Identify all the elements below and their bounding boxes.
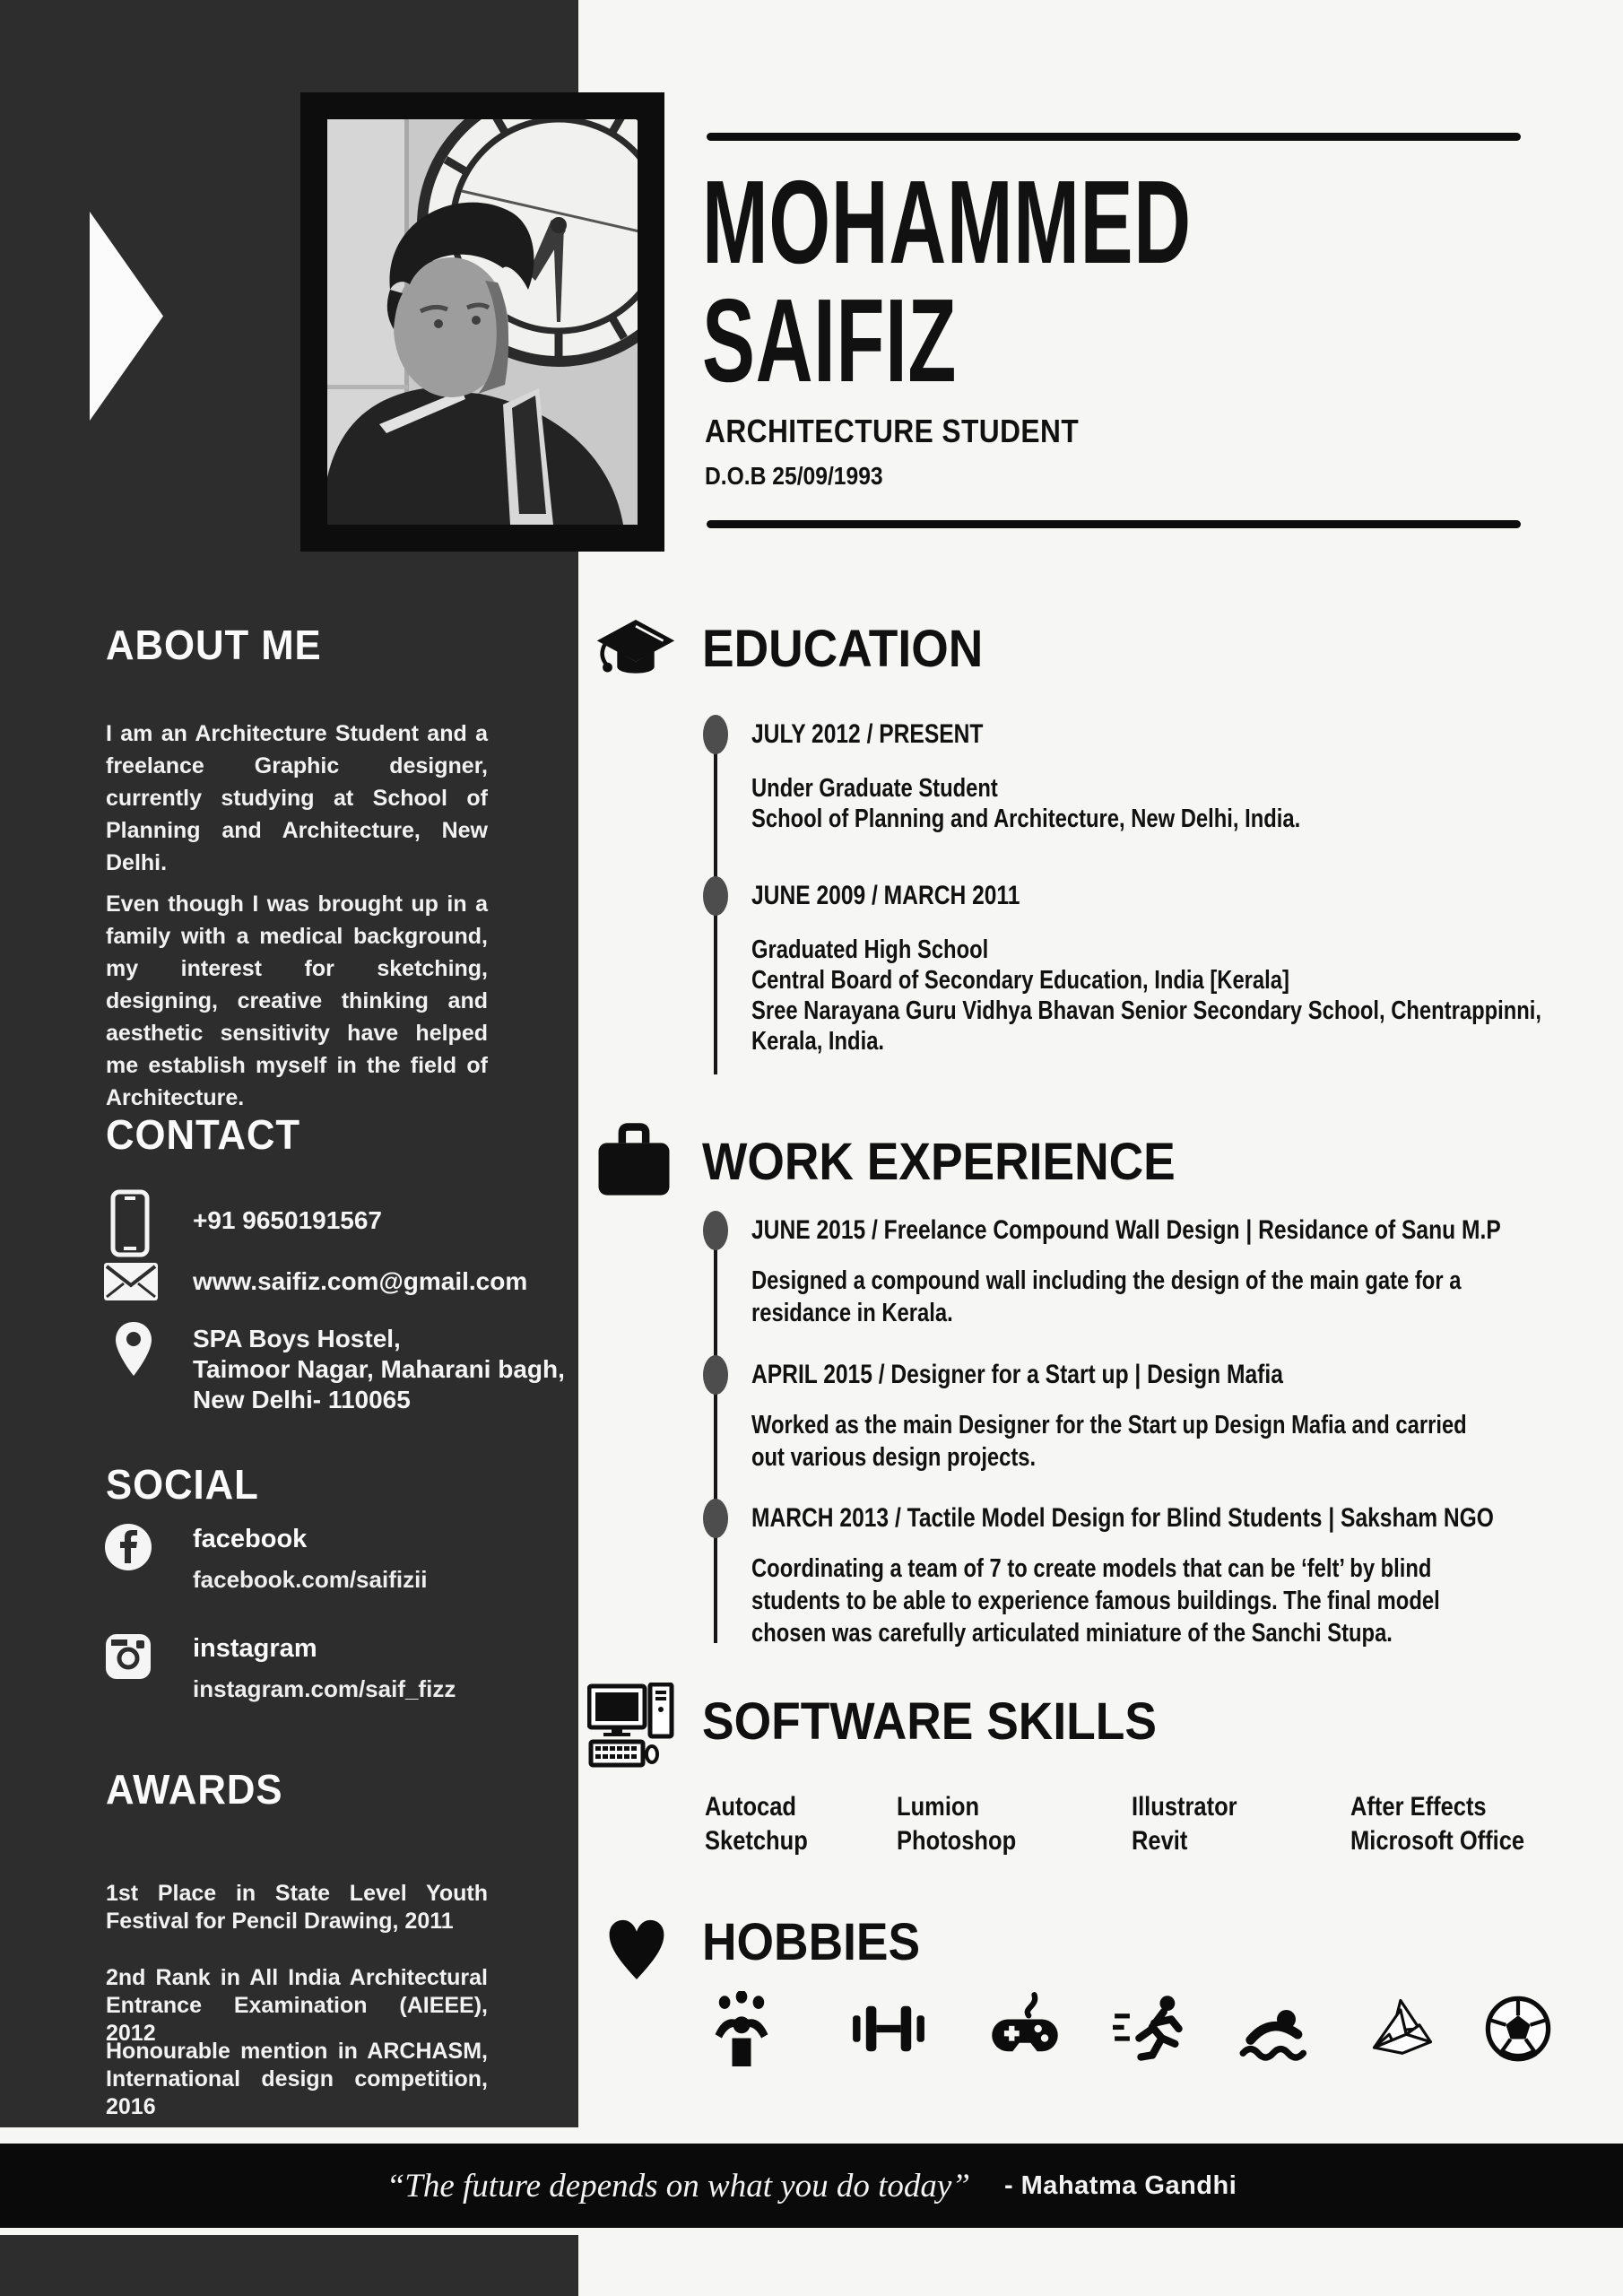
work-entry-date: MARCH 2013 / Tactile Model Design for Blind Students | Saksham NGO xyxy=(751,1503,1494,1533)
education-entry-date: JUNE 2009 / MARCH 2011 xyxy=(751,881,1020,910)
address-line: Taimoor Nagar, Maharani bagh, xyxy=(193,1355,565,1383)
awards-heading: AWARDS xyxy=(106,1766,283,1813)
instagram-label[interactable]: instagram xyxy=(193,1634,317,1663)
social-heading: SOCIAL xyxy=(106,1461,259,1508)
weightlifting-icon xyxy=(851,1991,926,2066)
skills-heading: SOFTWARE SKILLS xyxy=(702,1692,1157,1751)
skill-item: After Effects xyxy=(1350,1792,1487,1822)
education-line: School of Planning and Architecture, New Delhi, India. xyxy=(751,804,1301,833)
footer-quote-bar xyxy=(0,2144,1623,2228)
education-line: Under Graduate Student xyxy=(751,774,998,803)
education-entry-detail xyxy=(751,935,1623,1057)
award-item: 1st Place in State Level Youth Festival for Pencil Drawing, 2011 xyxy=(106,1881,488,1934)
swimming-icon xyxy=(1239,1991,1315,2066)
facebook-handle[interactable]: facebook.com/saifizii xyxy=(193,1566,428,1593)
about-paragraph-2: Even though I was brought up in a family with a medical background, my interest for sketching, designing, creative thinking and aesthetic sensitivity have helped me establish myself in the field of Architecture. xyxy=(106,891,488,1110)
education-entry-detail xyxy=(751,773,1421,834)
timeline-dot xyxy=(703,876,728,916)
hobbies-heading: HOBBIES xyxy=(702,1913,921,1971)
facebook-icon[interactable] xyxy=(104,1523,152,1576)
timeline-dot xyxy=(703,715,728,754)
about-paragraph-1: I am an Architecture Student and a freelance Graphic designer, currently studying at School of Planning and Architecture, New Delhi. xyxy=(106,721,488,875)
header-rule-bottom xyxy=(707,520,1521,528)
briefcase-icon xyxy=(592,1119,676,1208)
work-entry-date: JUNE 2015 / Freelance Compound Wall Design | Residance of Sanu M.P xyxy=(751,1215,1501,1245)
skill-item: Photoshop xyxy=(897,1826,1017,1856)
instagram-icon[interactable] xyxy=(104,1632,152,1685)
footer-quote-author: - Mahatma Gandhi xyxy=(1003,2170,1237,2200)
running-icon xyxy=(1113,1991,1188,2066)
role-subtitle: ARCHITECTURE STUDENT xyxy=(705,413,1080,449)
juggling-icon xyxy=(704,1991,779,2066)
location-icon xyxy=(113,1320,154,1384)
education-heading: EDUCATION xyxy=(702,620,984,678)
skill-item: Revit xyxy=(1132,1826,1188,1856)
football-icon xyxy=(1480,1991,1556,2066)
skill-item: Autocad xyxy=(705,1792,796,1822)
gamepad-icon xyxy=(987,1991,1063,2066)
name-line2: SAIFIZ xyxy=(702,274,958,406)
footer-quote: “The future depends on what you do today” xyxy=(386,2167,970,2205)
education-line: Central Board of Secondary Education, India [Kerala] xyxy=(751,966,1289,995)
profile-photo xyxy=(300,92,664,552)
contact-heading: CONTACT xyxy=(106,1111,301,1158)
phone-icon xyxy=(109,1189,151,1262)
portrait-illustration xyxy=(327,119,638,525)
page-title-name xyxy=(702,156,1192,406)
name-line1: MOHAMMED xyxy=(702,156,1192,288)
work-entry-date: APRIL 2015 / Designer for a Start up | Design Mafia xyxy=(751,1360,1283,1389)
award-item: Honourable mention in ARCHASM, International design competition, 2016 xyxy=(106,2039,488,2119)
education-line: Kerala, India. xyxy=(751,1027,885,1056)
skill-item: Lumion xyxy=(897,1792,980,1822)
facebook-label[interactable]: facebook xyxy=(193,1525,308,1553)
work-heading: WORK EXPERIENCE xyxy=(702,1133,1176,1191)
skill-item: Microsoft Office xyxy=(1350,1826,1525,1856)
bottom-sidebar-block xyxy=(0,2235,578,2296)
address-line: New Delhi- 110065 xyxy=(193,1386,411,1413)
email-address[interactable]: www.saifiz.com@gmail.com xyxy=(193,1267,528,1295)
about-heading: ABOUT ME xyxy=(106,622,322,668)
education-line: Graduated High School xyxy=(751,935,989,964)
graduation-cap-icon xyxy=(595,612,676,697)
education-line: Sree Narayana Guru Vidhya Bhavan Senior Secondary School, Chentrappinni, xyxy=(751,996,1541,1025)
work-entry-body: Coordinating a team of 7 to create models that can be ‘felt’ by blind students to be able to experience famous buildings. The final model chosen was carefully articulated miniature of the Sanchi Stupa. xyxy=(751,1554,1440,1648)
dob-text: D.O.B 25/09/1993 xyxy=(705,462,883,490)
mail-icon xyxy=(104,1263,158,1305)
timeline-dot xyxy=(703,1355,728,1395)
heart-icon xyxy=(603,1909,671,1992)
work-entry-body: Worked as the main Designer for the Start up Design Mafia and carried out various design projects. xyxy=(751,1411,1467,1472)
skill-item: Illustrator xyxy=(1132,1792,1237,1822)
address-line: SPA Boys Hostel, xyxy=(193,1325,401,1352)
award-item: 2nd Rank in All India Architectural Entrance Examination (AIEEE), 2012 xyxy=(106,1965,488,2046)
header-rule-top xyxy=(707,133,1521,141)
work-entry-body: Designed a compound wall including the design of the main gate for a residance in Kerala. xyxy=(751,1266,1462,1327)
phone-number[interactable]: +91 9650191567 xyxy=(193,1206,382,1234)
work-timeline xyxy=(714,1232,717,1643)
timeline-dot xyxy=(703,1499,728,1538)
education-entry-date: JULY 2012 / PRESENT xyxy=(751,719,984,749)
origami-icon xyxy=(1365,1991,1440,2066)
timeline-dot xyxy=(703,1211,728,1250)
skill-item: Sketchup xyxy=(705,1826,808,1856)
instagram-handle[interactable]: instagram.com/saif_fizz xyxy=(193,1675,456,1702)
computer-icon xyxy=(587,1683,677,1773)
